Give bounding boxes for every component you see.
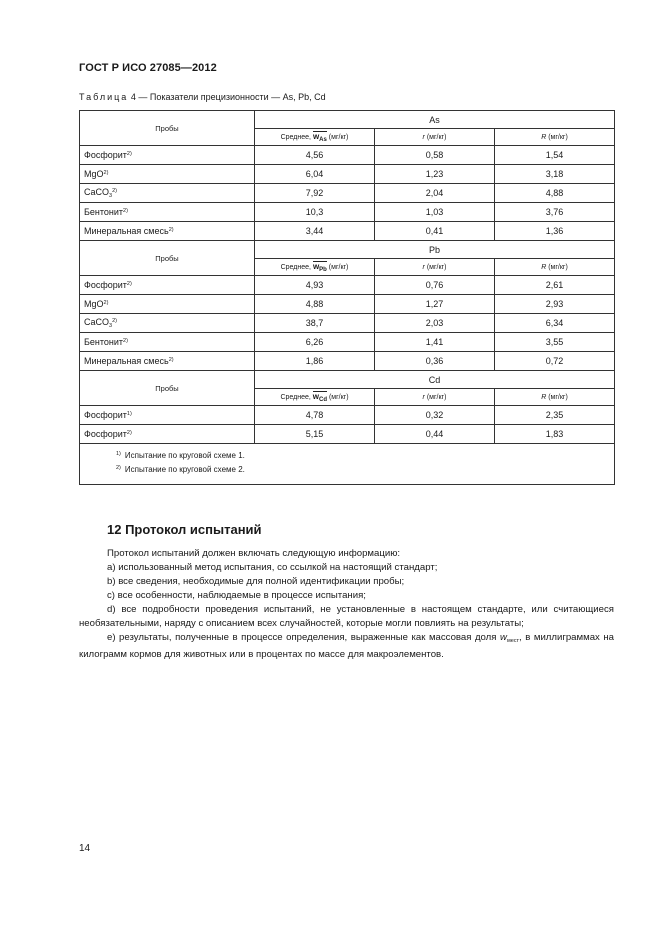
samples-header: Пробы [80,241,255,276]
repeatability-value: 1,41 [375,333,495,352]
repeatability-value: 0,36 [375,352,495,371]
table-row [80,276,615,295]
reproducibility-value: 3,18 [495,165,615,184]
repeatability-column-header [375,389,495,406]
repeatability-value: 0,44 [375,425,495,444]
footnote-marker: 2) [112,318,117,324]
footnote [84,448,610,462]
reproducibility-symbol: R [541,263,547,271]
footnote-marker: 2) [126,430,132,436]
mean-label: Среднее, [280,133,311,141]
footnote-marker: 2) [168,357,174,363]
repeatability-value: 2,04 [375,184,495,203]
sample-name: Бентонит [84,337,124,347]
sample-name: MgO [84,299,104,309]
section-item-a: а) использованный метод испытания, со ссылкой на настоящий стандарт; [107,562,438,573]
section-item-e: е) результаты, полученные в процессе определения, выраженные как массовая доля $w_{мест}$, в миллиграммах на килограмм кормов для животных или в процентах по массе для макроэлементов. [79,632,614,660]
mean-column-header [255,129,375,146]
mean-value: 3,44 [255,222,375,241]
sample-name-subscript: 3 [109,193,113,199]
repeatability-value: 1,27 [375,295,495,314]
document-header: ГОСТ Р ИСО 27085—2012 [79,62,217,74]
sample-name: Фосфорит [84,429,127,439]
repeatability-value: 2,03 [375,314,495,333]
repeatability-value: 0,76 [375,276,495,295]
mean-symbol [313,392,327,403]
element-header: Cd [255,371,615,389]
sample-name: MgO [84,169,104,179]
table-row [80,222,615,241]
sample-name-cell [80,184,255,203]
samples-header: Пробы [80,111,255,146]
table-row [80,165,615,184]
reproducibility-value: 0,72 [495,352,615,371]
sample-name: Минеральная смесь [84,356,169,366]
table-row [80,203,615,222]
footnote-text: Испытание по круговой схеме 2. [124,465,245,474]
repeatability-symbol: r [422,263,425,271]
section-item-b: b) все сведения, необходимые для полной идентификации пробы; [107,576,405,587]
footnote-text: Испытание по круговой схеме 1. [124,451,245,460]
reproducibility-column-header [495,129,615,146]
mean-value: 5,15 [255,425,375,444]
reproducibility-value: 1,36 [495,222,615,241]
sample-name-cell [80,203,255,222]
sample-name-cell [80,406,255,425]
mean-column-header [255,389,375,406]
section-body [79,547,614,662]
section-header-row [80,111,615,129]
caption-number: 4 [130,92,136,102]
repeatability-value: 0,58 [375,146,495,165]
repeatability-value: 0,32 [375,406,495,425]
mean-value: 10,3 [255,203,375,222]
mean-symbol-letter: w [312,261,320,271]
reproducibility-value: 1,83 [495,425,615,444]
mean-symbol-letter: w [312,391,319,401]
footnote-marker: 2) [123,208,128,214]
table-row [80,352,615,371]
table-row [80,184,615,203]
reproducibility-value: 2,93 [495,295,615,314]
reproducibility-unit: (мг/кг) [548,263,568,271]
sample-name: Минеральная смесь [84,226,169,236]
table-row [80,146,615,165]
mean-value: 1,86 [255,352,375,371]
footnote-marker: 2) [126,281,132,287]
mean-symbol [313,132,327,143]
reproducibility-unit: (мг/кг) [548,133,568,141]
repeatability-unit: (мг/кг) [426,263,447,271]
reproducibility-symbol: R [541,393,547,401]
table-row [80,333,615,352]
mean-symbol-letter: w [312,131,320,141]
mean-symbol-subscript: As [319,136,327,143]
element-header: As [255,111,615,129]
table-row [80,295,615,314]
sample-name-cell [80,352,255,371]
mean-label: Среднее, [280,263,311,271]
section-item-c: c) все особенности, наблюдаемые в процессе испытания; [107,590,366,601]
footnote-mark: 2) [116,465,121,471]
sample-name-cell [80,276,255,295]
sample-name: Бентонит [84,207,124,217]
sample-name-cell [80,222,255,241]
mean-value: 4,93 [255,276,375,295]
mean-symbol [313,262,327,273]
reproducibility-value: 4,88 [495,184,615,203]
sample-name: Фосфорит [84,410,127,420]
mean-unit: (мг/кг) [328,393,349,401]
reproducibility-symbol: R [541,133,547,141]
footnote-mark: 1) [116,451,121,457]
repeatability-value: 0,41 [375,222,495,241]
mean-value: 7,92 [255,184,375,203]
repeatability-unit: (мг/кг) [426,133,447,141]
footnote-marker: 1) [126,411,132,417]
repeatability-unit: (мг/кг) [426,393,447,401]
table-row [80,425,615,444]
reproducibility-value: 1,54 [495,146,615,165]
reproducibility-column-header [495,259,615,276]
reproducibility-value: 6,34 [495,314,615,333]
repeatability-value: 1,03 [375,203,495,222]
section-item-d: d) все подробности проведения испытаний, не установленные в настоящем стандарте, или считающиеся необязательными, наряду с описанием всех случайностей, которые могли повлиять на результаты; [79,604,614,629]
repeatability-symbol: r [422,393,425,401]
footnote [84,462,610,476]
sample-name: Фосфорит [84,150,127,160]
table-row [80,314,615,333]
sample-name-cell [80,425,255,444]
mean-value: 38,7 [255,314,375,333]
mean-symbol-subscript: Cd [319,396,327,403]
repeatability-column-header [375,129,495,146]
sample-name-cell [80,165,255,184]
section-intro: Протокол испытаний должен включать следующую информацию: [107,548,401,559]
caption-prefix: Таблица [79,92,129,102]
reproducibility-value: 2,35 [495,406,615,425]
section-header-row [80,371,615,389]
footnote-marker: 2) [112,188,117,194]
section-title: 12 Протокол испытаний [107,522,262,537]
reproducibility-value: 3,76 [495,203,615,222]
footnote-marker: 2) [123,338,128,344]
mean-value: 4,88 [255,295,375,314]
caption-text: — Показатели прецизионности — As, Pb, Cd [138,92,326,102]
section-header-row [80,241,615,259]
mean-unit: (мг/кг) [328,263,349,271]
footnote-marker: 2) [126,151,132,157]
table-row [80,406,615,425]
repeatability-symbol: r [422,133,425,141]
page-number: 14 [79,843,91,854]
repeatability-column-header [375,259,495,276]
sample-name-subscript: 3 [109,323,113,329]
mean-value: 6,04 [255,165,375,184]
mean-column-header [255,259,375,276]
footnote-marker: 2) [103,170,109,176]
reproducibility-value: 3,55 [495,333,615,352]
reproducibility-unit: (мг/кг) [548,393,568,401]
table-caption [79,92,326,102]
footnotes-row [80,444,615,485]
footnote-marker: 2) [168,227,174,233]
mean-value: 4,78 [255,406,375,425]
footnotes-cell [80,444,615,485]
sample-name: CaCO [84,187,110,197]
mean-label: Среднее, [280,393,311,401]
sample-name-cell [80,314,255,333]
reproducibility-column-header [495,389,615,406]
sample-name-cell [80,295,255,314]
mean-symbol-subscript: Pb [319,266,327,273]
footnote-marker: 2) [103,300,109,306]
repeatability-value: 1,23 [375,165,495,184]
precision-table [79,110,615,485]
mean-value: 4,56 [255,146,375,165]
mean-unit: (мг/кг) [328,133,349,141]
sample-name-cell [80,146,255,165]
sample-name-cell [80,333,255,352]
reproducibility-value: 2,61 [495,276,615,295]
sample-name: CaCO [84,317,110,327]
sample-name: Фосфорит [84,280,127,290]
samples-header: Пробы [80,371,255,406]
element-header: Pb [255,241,615,259]
mean-value: 6,26 [255,333,375,352]
